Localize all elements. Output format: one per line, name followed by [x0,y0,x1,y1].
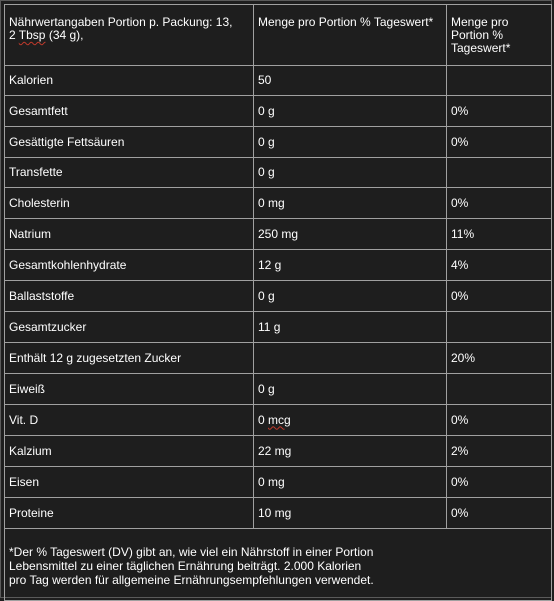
nutrient-name: Gesamtfett [5,96,254,127]
nutrient-dv [447,158,552,188]
nutrient-amount: 0 g [254,374,447,405]
table-row [5,343,552,374]
table-row [5,467,552,498]
table-row [5,281,552,312]
nutrient-dv: 0% [447,498,552,529]
table-row [5,127,552,158]
nutrient-amount [254,343,447,374]
nutrient-amount [254,405,447,436]
nutrient-name: Cholesterin [5,188,254,219]
nutrient-amount: 0 g [254,96,447,127]
nutrient-amount: 0 mg [254,188,447,219]
nutrient-amount: 22 mg [254,436,447,467]
nutrient-dv: 4% [447,250,552,281]
nutrient-dv: 0% [447,127,552,158]
nutrient-name: Proteine [5,498,254,529]
nutrient-name: Transfette [5,158,254,188]
header-serving-info [5,5,254,66]
header-amount-dv: Menge pro Portion % Tageswert* [254,5,447,66]
nutrient-name: Eiweiß [5,374,254,405]
table-row [5,158,552,188]
table-row [5,498,552,529]
nutrient-dv: 0% [447,467,552,498]
table-row [5,219,552,250]
nutrient-name: Gesamtkohlenhydrate [5,250,254,281]
nutrient-dv [447,312,552,343]
nutrient-amount: 250 mg [254,219,447,250]
nutrient-dv: 11% [447,219,552,250]
table-row [5,436,552,467]
nutrient-dv: 0% [447,281,552,312]
nutrient-amount-unit: mcg [268,412,291,427]
nutrient-dv: 0% [447,96,552,127]
table-row [5,405,552,436]
nutrient-dv: 20% [447,343,552,374]
table-row [5,66,552,96]
header-serving-line2-post: (34 g), [45,28,84,42]
header-serving-line2-pre: 2 [9,28,19,42]
nutrient-amount: 50 [254,66,447,96]
nutrient-amount: 11 g [254,312,447,343]
table-footer-row [5,529,552,601]
nutrient-amount: 0 g [254,127,447,158]
nutrient-name: Kalzium [5,436,254,467]
table-row [5,312,552,343]
header-serving-unit: Tbsp [18,28,46,42]
nutrient-dv: 0% [447,188,552,219]
nutrient-name: Enthält 12 g zugesetzten Zucker [5,343,254,374]
nutrient-dv [447,66,552,96]
nutrition-table [4,4,552,601]
nutrient-amount-value: 0 [258,412,269,427]
nutrient-name: Eisen [5,467,254,498]
daily-value-footnote: *Der % Tageswert (DV) gibt an, wie viel ein Nährstoff in einer Portion Lebensmittel zu einer täglichen Ernährung beiträgt. 2.000 Kalorien pro Tag werden für allgemeine Ernährungsempfehlungen verwendet. [5,529,552,601]
nutrient-dv [447,374,552,405]
nutrient-dv: 0% [447,405,552,436]
nutrient-name: Gesättigte Fettsäuren [5,127,254,158]
table-row [5,188,552,219]
header-serving-line1: Nährwertangaben Portion p. Packung: 13, [9,15,233,29]
header-amount-dv-2: Menge pro Portion % Tageswert* [447,5,552,66]
nutrient-name: Gesamtzucker [5,312,254,343]
nutrient-dv: 2% [447,436,552,467]
nutrient-amount: 0 g [254,158,447,188]
nutrient-amount: 0 g [254,281,447,312]
nutrient-name: Vit. D [5,405,254,436]
nutrient-name: Natrium [5,219,254,250]
nutrient-name: Ballaststoffe [5,281,254,312]
nutrient-amount: 10 mg [254,498,447,529]
table-header-row [5,5,552,66]
nutrient-amount: 0 mg [254,467,447,498]
nutrient-amount: 12 g [254,250,447,281]
nutrient-name: Kalorien [5,66,254,96]
table-row [5,374,552,405]
table-row [5,250,552,281]
table-row [5,96,552,127]
